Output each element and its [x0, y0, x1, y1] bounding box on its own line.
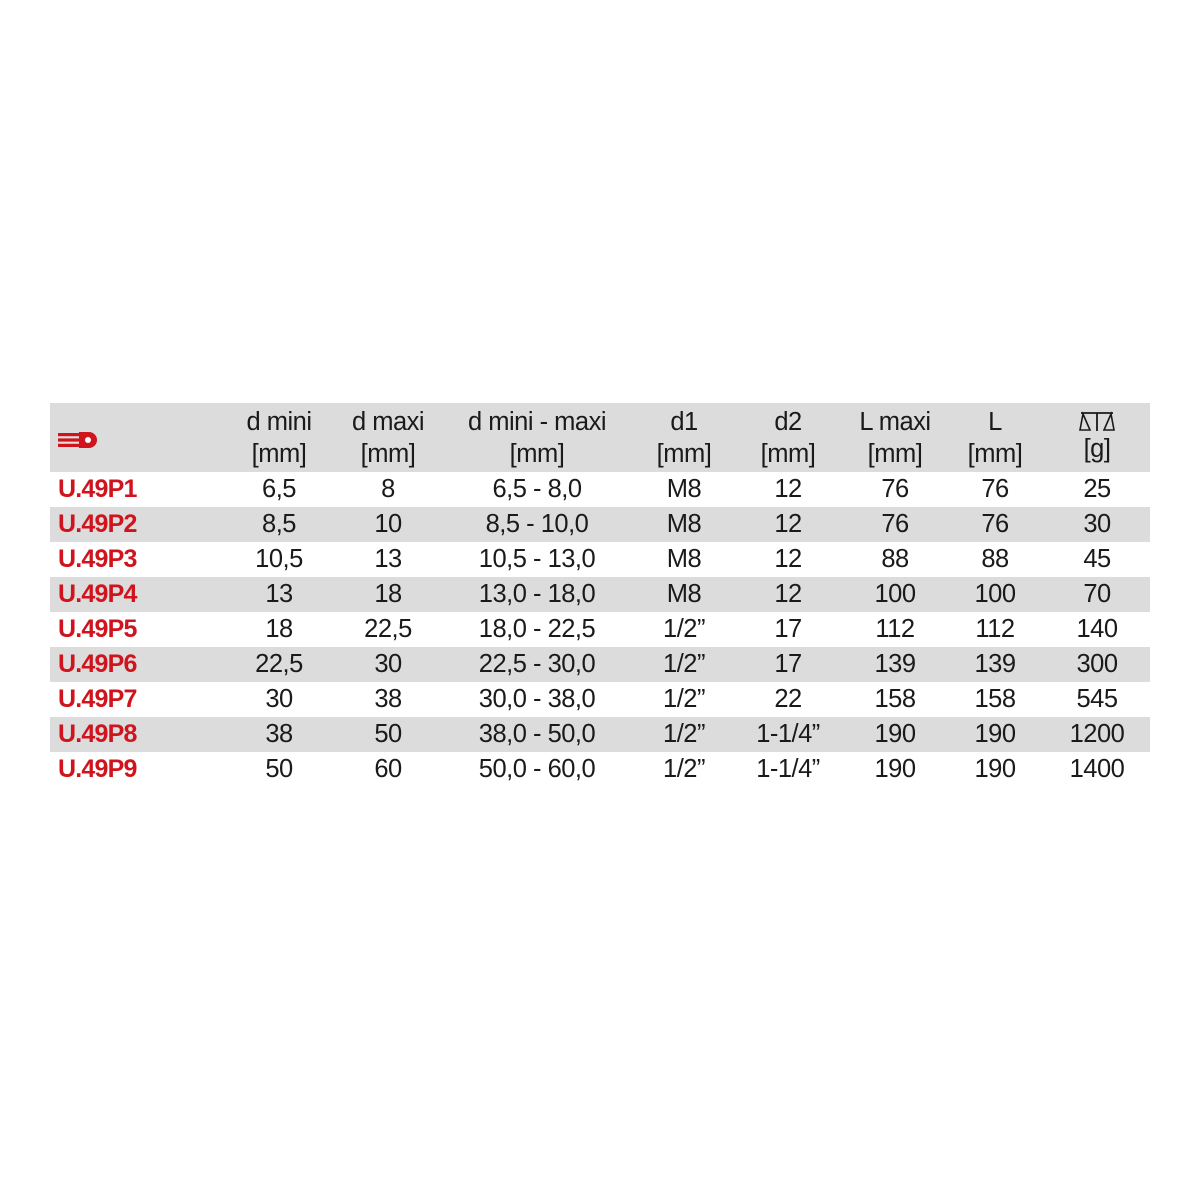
cell-weight: 545 [1076, 685, 1118, 713]
cell-d2: 12 [774, 545, 802, 573]
cell-d-range: 30,0 - 38,0 [478, 685, 596, 713]
cell-l: 139 [974, 650, 1016, 678]
cell-l-maxi: 112 [875, 615, 915, 643]
table-row [50, 647, 1150, 682]
cell-d1: M8 [666, 580, 702, 608]
cell-d-range: 8,5 - 10,0 [485, 510, 589, 538]
cell-d1: 1/2” [663, 755, 705, 783]
product-reference: U.49P3 [58, 545, 137, 573]
header-weight [1044, 403, 1150, 472]
table-row [50, 682, 1150, 717]
cell-d2: 12 [774, 475, 802, 503]
product-reference: U.49P1 [58, 475, 137, 503]
cell-d-mini: 8,5 [262, 510, 296, 538]
table-row [50, 612, 1150, 647]
cell-d2: 12 [774, 580, 802, 608]
header-d-mini [220, 403, 338, 472]
cell-l: 76 [981, 510, 1009, 538]
cell-d1: 1/2” [663, 650, 705, 678]
cell-d-range: 18,0 - 22,5 [478, 615, 596, 643]
header-logo-cell [50, 403, 220, 472]
table-row [50, 472, 1150, 507]
product-reference: U.49P2 [58, 510, 137, 538]
cell-d2: 12 [774, 510, 802, 538]
cell-l-maxi: 139 [874, 650, 916, 678]
cell-d2: 22 [774, 685, 802, 713]
header-label: L [988, 407, 1002, 436]
table-body [50, 472, 1150, 787]
cell-d1: M8 [666, 545, 702, 573]
cell-l-maxi: 76 [881, 510, 909, 538]
cell-d1: M8 [666, 475, 702, 503]
cell-d-maxi: 30 [374, 650, 402, 678]
cell-d-range: 22,5 - 30,0 [478, 650, 596, 678]
cell-d-mini: 22,5 [255, 650, 303, 678]
cell-l: 158 [974, 685, 1016, 713]
cell-d-mini: 13 [265, 580, 293, 608]
cell-l: 190 [974, 755, 1016, 783]
cell-l: 190 [974, 720, 1016, 748]
cell-d-maxi: 18 [374, 580, 402, 608]
cell-weight: 300 [1076, 650, 1118, 678]
cell-l-maxi: 100 [874, 580, 916, 608]
cell-d-range: 6,5 - 8,0 [492, 475, 582, 503]
cell-d-maxi: 8 [381, 475, 395, 503]
cell-d2: 17 [774, 650, 802, 678]
product-reference: U.49P9 [58, 755, 137, 783]
cell-d-maxi: 50 [374, 720, 402, 748]
header-unit: [mm] [251, 439, 307, 468]
header-l [946, 403, 1044, 472]
cell-weight: 1400 [1069, 755, 1125, 783]
cell-d-maxi: 13 [374, 545, 402, 573]
header-unit: [mm] [967, 439, 1023, 468]
cell-weight: 25 [1083, 475, 1111, 503]
cell-d-mini: 18 [265, 615, 293, 643]
cell-d-mini: 10,5 [255, 545, 303, 573]
cell-weight: 140 [1076, 615, 1118, 643]
table-row [50, 507, 1150, 542]
table-row [50, 577, 1150, 612]
facom-arrow-logo-icon [58, 430, 98, 450]
table-row [50, 752, 1150, 787]
header-unit: [mm] [360, 439, 416, 468]
table-header [50, 403, 1150, 472]
cell-weight: 70 [1083, 580, 1111, 608]
header-label: d2 [774, 407, 802, 436]
product-reference: U.49P5 [58, 615, 137, 643]
header-d-maxi [338, 403, 438, 472]
cell-l: 112 [975, 615, 1015, 643]
cell-l: 76 [981, 475, 1009, 503]
weight-scale-icon [1079, 411, 1115, 433]
cell-d-range: 10,5 - 13,0 [478, 545, 596, 573]
table-row [50, 717, 1150, 752]
header-d-range [438, 403, 636, 472]
cell-d-maxi: 10 [374, 510, 402, 538]
cell-d-mini: 30 [265, 685, 293, 713]
cell-l-maxi: 190 [874, 755, 916, 783]
cell-l: 100 [974, 580, 1016, 608]
table-row [50, 542, 1150, 577]
cell-d2: 1-1/4” [756, 720, 820, 748]
header-unit: [g] [1083, 434, 1111, 463]
header-unit: [mm] [656, 439, 712, 468]
header-label: d mini [246, 407, 312, 436]
header-l-maxi [844, 403, 946, 472]
cell-l: 88 [981, 545, 1009, 573]
header-d2 [732, 403, 844, 472]
cell-l-maxi: 88 [881, 545, 909, 573]
cell-d1: 1/2” [663, 720, 705, 748]
cell-weight: 30 [1083, 510, 1111, 538]
cell-d-mini: 50 [265, 755, 293, 783]
cell-d-maxi: 60 [374, 755, 402, 783]
cell-d-range: 38,0 - 50,0 [478, 720, 596, 748]
product-reference: U.49P8 [58, 720, 137, 748]
header-unit: [mm] [867, 439, 923, 468]
cell-l-maxi: 76 [881, 475, 909, 503]
cell-l-maxi: 158 [874, 685, 916, 713]
spec-table [50, 403, 1150, 787]
cell-weight: 1200 [1069, 720, 1125, 748]
product-reference: U.49P4 [58, 580, 137, 608]
cell-d2: 17 [774, 615, 802, 643]
cell-d-range: 13,0 - 18,0 [478, 580, 596, 608]
header-unit: [mm] [760, 439, 816, 468]
cell-d2: 1-1/4” [756, 755, 820, 783]
header-d1 [636, 403, 732, 472]
cell-l-maxi: 190 [874, 720, 916, 748]
cell-d-range: 50,0 - 60,0 [478, 755, 596, 783]
cell-d-maxi: 22,5 [364, 615, 412, 643]
header-label: L maxi [859, 407, 931, 436]
cell-d1: M8 [666, 510, 702, 538]
cell-d-maxi: 38 [374, 685, 402, 713]
header-label: d maxi [351, 407, 425, 436]
product-reference: U.49P7 [58, 685, 137, 713]
cell-d1: 1/2” [663, 685, 705, 713]
header-unit: [mm] [509, 439, 565, 468]
header-label: d mini - maxi [467, 407, 607, 436]
cell-d-mini: 38 [265, 720, 293, 748]
header-label: d1 [670, 407, 698, 436]
product-reference: U.49P6 [58, 650, 137, 678]
cell-d1: 1/2” [663, 615, 705, 643]
cell-d-mini: 6,5 [262, 475, 296, 503]
cell-weight: 45 [1083, 545, 1111, 573]
